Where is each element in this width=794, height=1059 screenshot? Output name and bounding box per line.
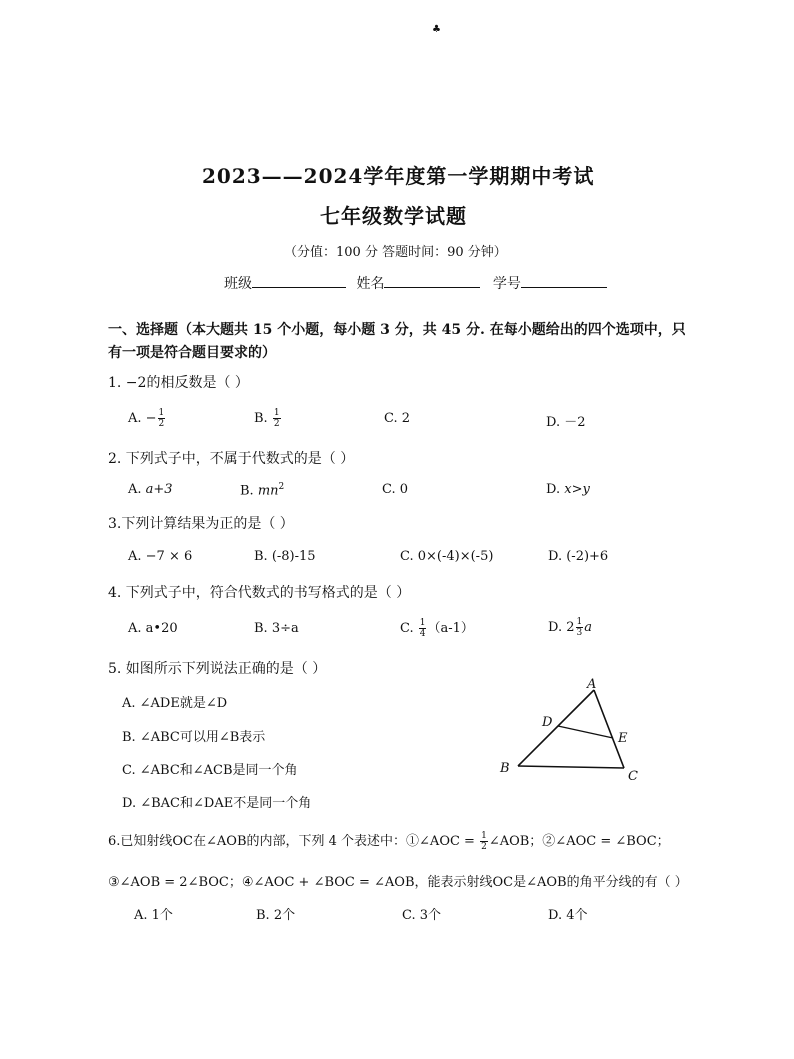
section-heading-line1: 一、选择题（本大题共 15 个小题，每小题 3 分，共 45 分. 在每小题给出的四个选项中，只 (108, 322, 686, 338)
q2-b-exponent: 2 (278, 482, 285, 492)
q4-c-prefix: C. (400, 621, 418, 636)
q4-d-var: a (584, 620, 592, 635)
q4-d-num: 1 (576, 617, 583, 627)
q6-frac-den: 2 (481, 842, 487, 852)
q4-c-rest: （a-1） (427, 621, 474, 636)
q4-c-fraction (419, 618, 427, 639)
class-label: 班级 (224, 276, 252, 292)
q4-option-b[interactable]: B. 3÷a (254, 621, 299, 636)
q4-d-prefix: D. 2 (548, 620, 575, 635)
student-info-row (224, 273, 607, 293)
q1-option-d[interactable]: D. －2 (546, 415, 586, 430)
q2-option-d[interactable] (546, 482, 590, 497)
label-d: D (542, 715, 553, 730)
q3-option-d[interactable]: D. (-2)+6 (548, 549, 609, 564)
q4-d-den: 3 (576, 628, 583, 638)
side-ab (518, 690, 594, 766)
q1-b-num: 1 (273, 408, 280, 418)
q6-option-d[interactable]: D. 4个 (548, 908, 588, 923)
q2-option-b[interactable] (240, 482, 284, 498)
side-bc (518, 766, 624, 768)
q1-stem: 1. −2的相反数是（ ） (108, 375, 249, 391)
q2-a-expr: a+3 (145, 482, 173, 497)
q4-d-fraction (576, 617, 584, 638)
q3-stem: 3.下列计算结果为正的是（ ） (108, 516, 294, 532)
q2-d-label: D. (546, 482, 565, 497)
q4-option-a[interactable]: A. a•20 (128, 621, 178, 636)
q6-option-c[interactable]: C. 3个 (402, 908, 442, 923)
q4-c-num: 1 (419, 618, 426, 628)
q5-stem: 5. 如图所示下列说法正确的是（ ） (108, 661, 327, 677)
student-id-field[interactable] (521, 273, 607, 288)
q1-a-prefix: A. − (128, 411, 157, 426)
q5-option-d[interactable]: D. ∠BAC和∠DAE不是同一个角 (122, 796, 312, 811)
q1-b-fraction (273, 408, 281, 429)
q2-a-label: A. (128, 482, 146, 497)
q2-b-base: mn (257, 483, 279, 499)
q1-option-a[interactable] (128, 408, 166, 429)
q4-option-d[interactable] (548, 617, 592, 638)
q1-b-den: 2 (273, 419, 280, 429)
q3-option-c[interactable]: C. 0×(-4)×(-5) (400, 549, 494, 564)
q2-option-a[interactable] (128, 482, 173, 497)
q4-c-den: 4 (419, 629, 426, 639)
class-field[interactable] (252, 273, 346, 288)
q5-option-b[interactable]: B. ∠ABC可以用∠B表示 (122, 730, 266, 745)
label-b: B (500, 761, 510, 776)
q5-option-c[interactable]: C. ∠ABC和∠ACB是同一个角 (122, 763, 298, 778)
q6-stem-line1 (108, 830, 670, 852)
q4-stem: 4. 下列式子中，符合代数式的书写格式的是（ ） (108, 585, 411, 601)
q2-stem: 2. 下列式子中，不属于代数式的是（ ） (108, 451, 355, 467)
label-c: C (628, 769, 638, 784)
name-field[interactable] (384, 273, 480, 288)
exam-title: 2023——2024学年度第一学期期中考试 (202, 164, 595, 188)
q5-option-a[interactable]: A. ∠ADE就是∠D (122, 696, 228, 711)
name-label: 姓名 (356, 276, 385, 292)
page-mark: ♣ (432, 24, 441, 35)
q1-a-fraction (158, 408, 166, 429)
q4-option-c[interactable] (400, 617, 474, 639)
section-heading-line2: 有一项是符合题目要求的） (108, 345, 276, 361)
q6-frac-num: 1 (481, 831, 487, 841)
q6-fraction (480, 831, 488, 852)
student-id-label: 学号 (492, 276, 521, 292)
q3-option-a[interactable]: A. −7 × 6 (128, 549, 193, 564)
exam-subtitle: 七年级数学试题 (320, 204, 467, 228)
q2-b-label: B. (240, 483, 258, 499)
exam-meta: （分值：100 分 答题时间：90 分钟） (284, 245, 507, 260)
q1-option-b[interactable] (254, 408, 282, 429)
side-ac (594, 690, 624, 768)
q2-d-expr: x>y (564, 482, 590, 497)
q6-stem-line2: ③∠AOB = 2∠BOC；④∠AOC + ∠BOC = ∠AOB，能表示射线OC是∠AOB的角平分线的有（ ） (108, 875, 688, 890)
label-a: A (587, 677, 597, 692)
q6-option-b[interactable]: B. 2个 (256, 908, 296, 923)
label-e: E (618, 731, 628, 746)
q3-option-b[interactable]: B. (-8)-15 (254, 549, 316, 564)
q2-option-c[interactable]: C. 0 (382, 482, 409, 497)
q1-b-prefix: B. (254, 411, 272, 426)
q6-line1-suffix: ∠AOB；②∠AOC = ∠BOC； (488, 834, 670, 849)
q5-triangle-figure (490, 672, 650, 788)
q1-a-den: 2 (158, 419, 165, 429)
q1-a-num: 1 (158, 408, 165, 418)
q6-option-a[interactable]: A. 1个 (134, 908, 173, 923)
segment-de (558, 726, 613, 738)
q6-line1-prefix: 6.已知射线OC在∠AOB的内部，下列 4 个表述中：①∠AOC = (108, 834, 480, 849)
q1-option-c[interactable]: C. 2 (384, 411, 411, 426)
